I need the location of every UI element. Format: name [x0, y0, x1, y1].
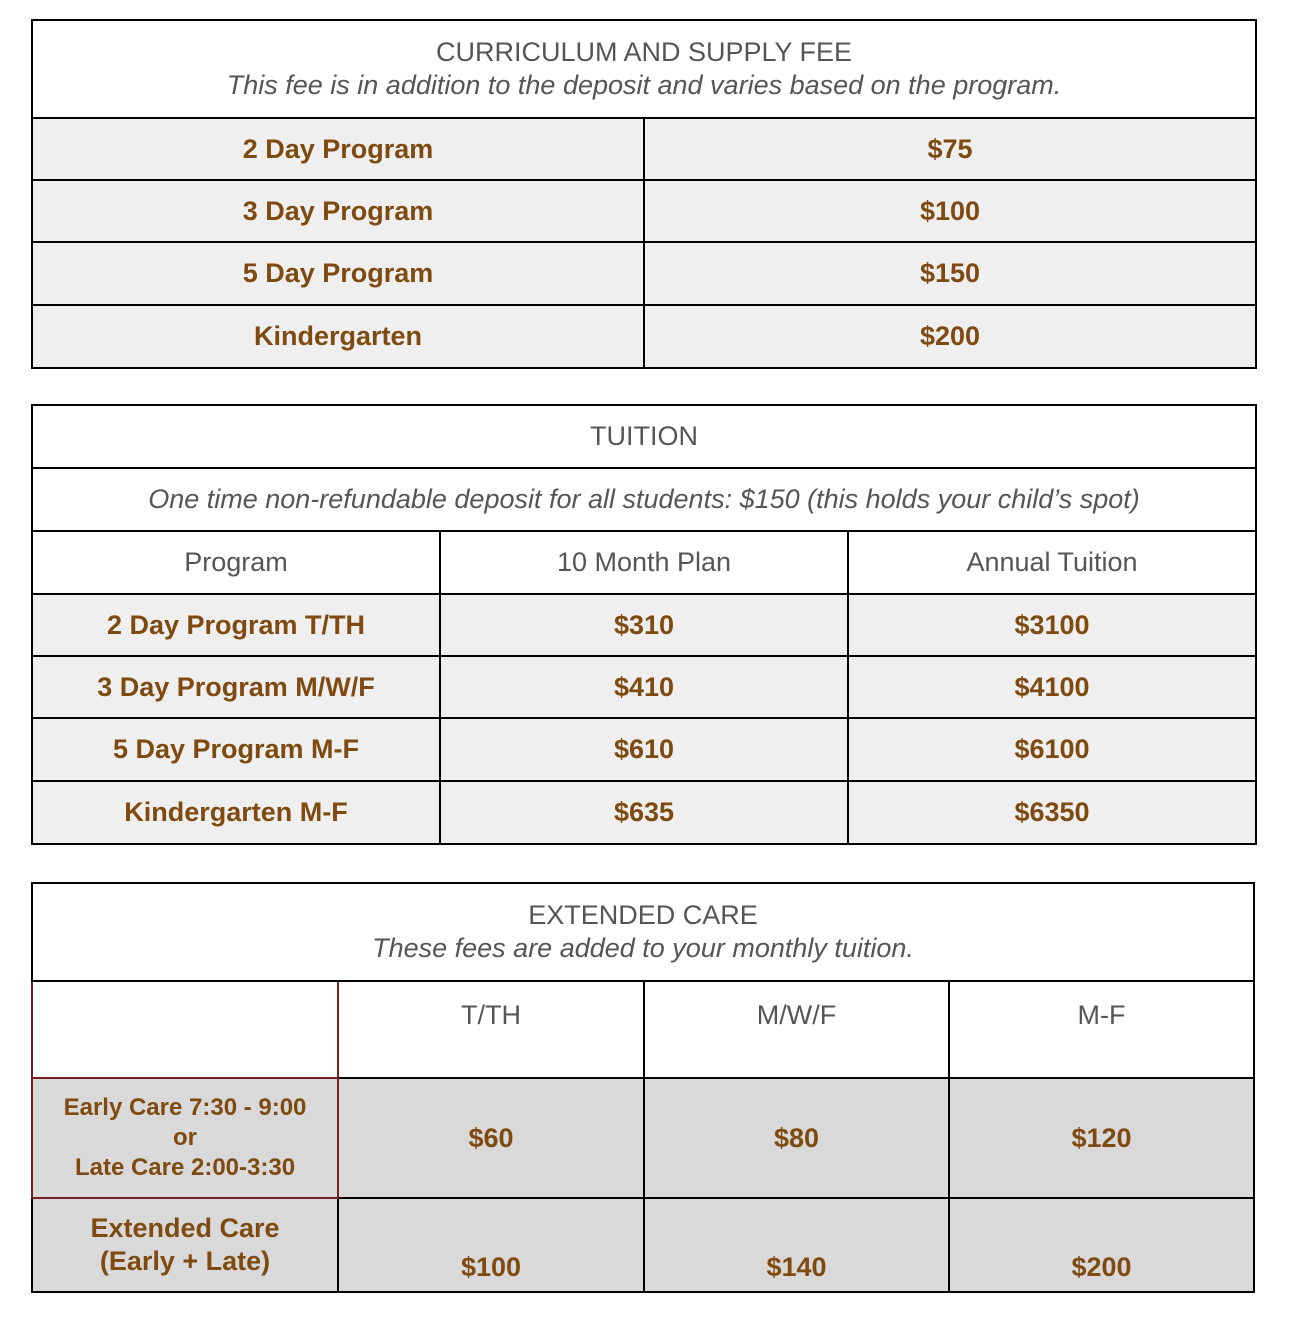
tuition-annual-cell: $6350: [848, 781, 1256, 844]
tuition-monthly-cell: $610: [440, 718, 848, 781]
tuition-monthly-cell: $410: [440, 656, 848, 718]
column-header-program: Program: [32, 531, 440, 594]
column-header-t-th: T/TH: [338, 981, 644, 1078]
tuition-program-cell: 5 Day Program M-F: [32, 718, 440, 781]
column-header-m-w-f: M/W/F: [644, 981, 949, 1078]
supply-fee-title: CURRICULUM AND SUPPLY FEE: [435, 37, 853, 67]
extended-care-table: [31, 882, 1255, 1293]
supply-program-cell: 3 Day Program: [32, 180, 644, 242]
supply-program-cell: 2 Day Program: [32, 118, 644, 180]
supply-fee-table: [31, 19, 1257, 369]
supply-fee-subtitle: This fee is in addition to the deposit and varies based on the program.: [226, 70, 1062, 100]
supply-fee-cell: $100: [644, 180, 1256, 242]
supply-fee-cell: $75: [644, 118, 1256, 180]
empty-corner-cell: [32, 981, 338, 1078]
label-line: (Early + Late): [99, 1246, 271, 1276]
extended-care-subtitle: These fees are added to your monthly tuition.: [372, 933, 914, 963]
label-line: Extended Care: [90, 1213, 280, 1243]
early-late-care-label: [32, 1078, 338, 1198]
extended-care-header: [32, 883, 1254, 981]
supply-fee-cell: $150: [644, 242, 1256, 305]
supply-program-cell: Kindergarten: [32, 305, 644, 368]
deposit-note: One time non-refundable deposit for all students: $150 (this holds your child’s spot): [32, 468, 1256, 531]
fee-cell-t-th: $100: [338, 1198, 644, 1292]
tuition-program-cell: 2 Day Program T/TH: [32, 594, 440, 656]
label-line: Late Care 2:00-3:30: [74, 1154, 296, 1181]
column-header-annual-tuition: Annual Tuition: [848, 531, 1256, 594]
fee-cell-m-w-f: $80: [644, 1078, 949, 1198]
label-line: Early Care 7:30 - 9:00: [63, 1094, 307, 1121]
fee-cell-m-f: $120: [949, 1078, 1254, 1198]
tuition-annual-cell: $3100: [848, 594, 1256, 656]
tuition-monthly-cell: $635: [440, 781, 848, 844]
tuition-annual-cell: $6100: [848, 718, 1256, 781]
extended-care-title: EXTENDED CARE: [528, 900, 758, 930]
tuition-title: TUITION: [32, 405, 1256, 468]
fee-cell-m-f: $200: [949, 1198, 1254, 1292]
tuition-annual-cell: $4100: [848, 656, 1256, 718]
extended-care-label: [32, 1198, 338, 1292]
tuition-program-cell: Kindergarten M-F: [32, 781, 440, 844]
tuition-monthly-cell: $310: [440, 594, 848, 656]
fee-cell-m-w-f: $140: [644, 1198, 949, 1292]
tuition-table: [31, 404, 1257, 845]
supply-fee-cell: $200: [644, 305, 1256, 368]
fee-cell-t-th: $60: [338, 1078, 644, 1198]
column-header-10-month-plan: 10 Month Plan: [440, 531, 848, 594]
tuition-program-cell: 3 Day Program M/W/F: [32, 656, 440, 718]
supply-program-cell: 5 Day Program: [32, 242, 644, 305]
column-header-m-f: M-F: [949, 981, 1254, 1078]
supply-fee-header: [32, 20, 1256, 118]
label-line: or: [173, 1124, 197, 1151]
